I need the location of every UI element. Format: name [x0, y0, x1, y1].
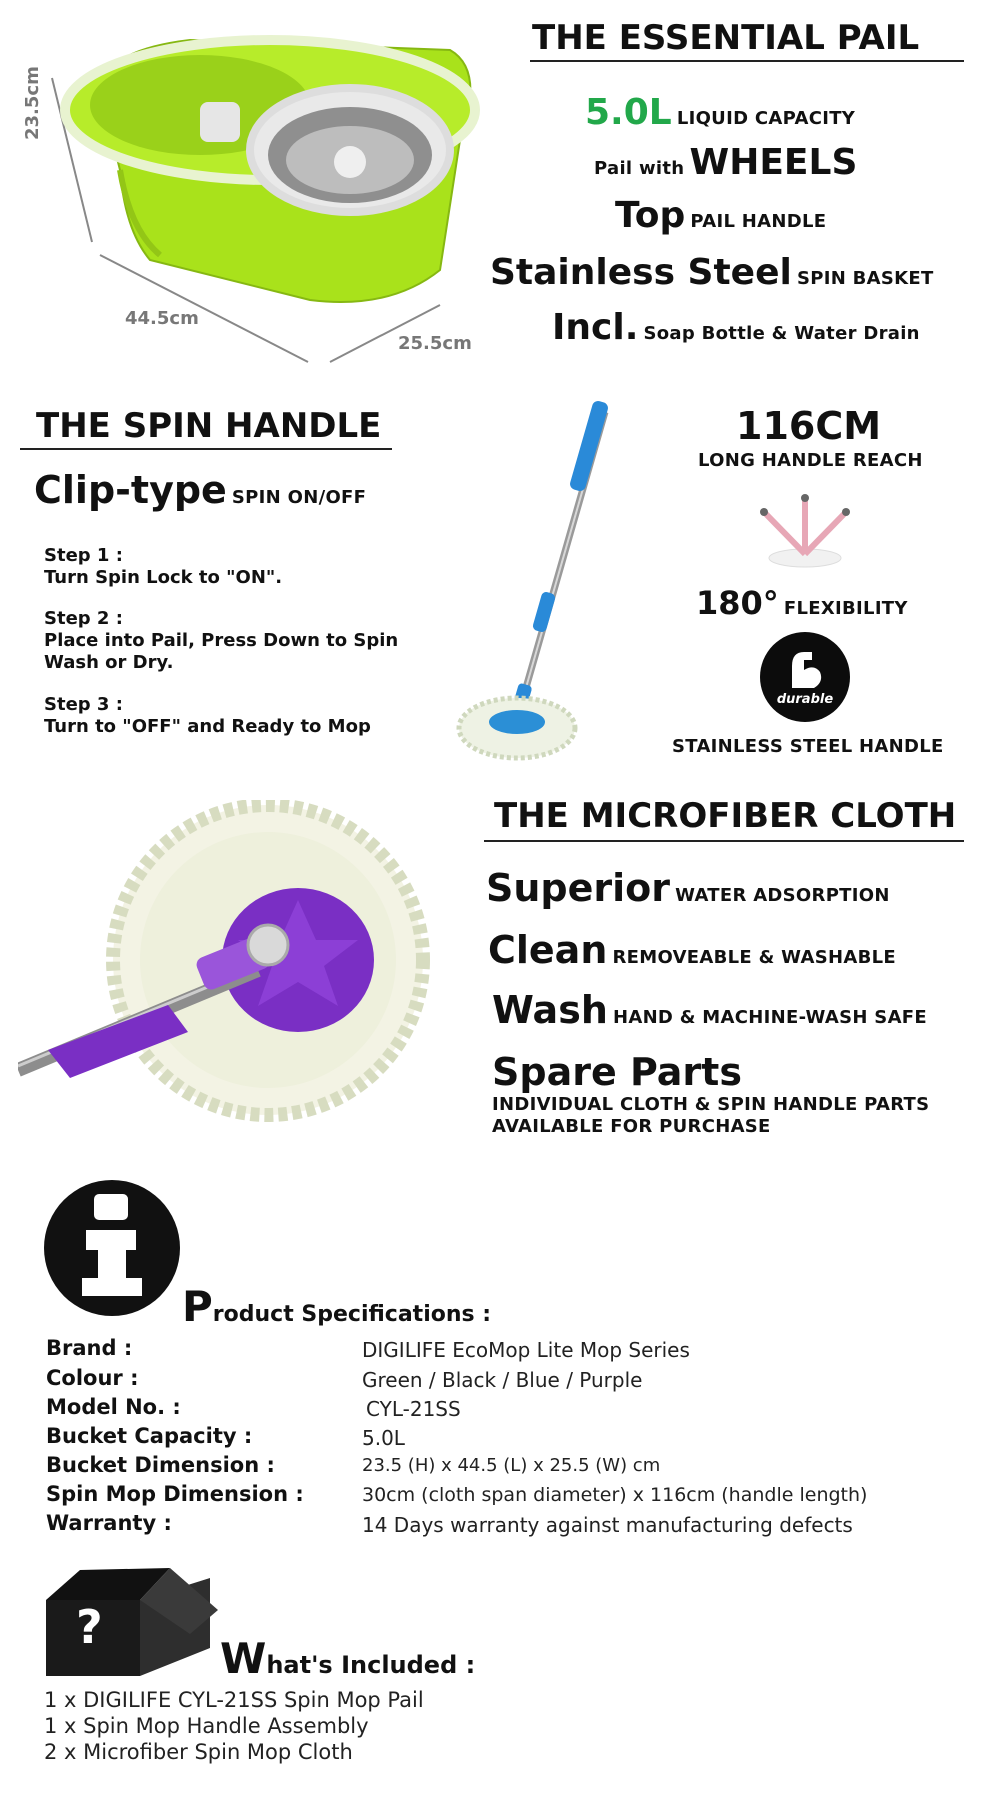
clip-type-line	[34, 468, 366, 512]
spin-mop-image	[455, 392, 635, 772]
pail-line-handle	[615, 195, 826, 236]
step-3	[44, 694, 371, 738]
specs-title-initial: P	[182, 1282, 213, 1331]
wheels-prefix: Pail with	[594, 158, 685, 179]
clip-type-label: Clip-type	[34, 468, 227, 512]
spec-value: 23.5 (H) x 44.5 (L) x 25.5 (W) cm	[362, 1455, 661, 1476]
spec-label: Colour :	[46, 1366, 139, 1390]
spare-parts-desc-2: AVAILABLE FOR PURCHASE	[492, 1116, 771, 1137]
stainless-handle-label: STAINLESS STEEL HANDLE	[672, 736, 944, 757]
microfiber-mop-image	[18, 800, 448, 1130]
mystery-box-icon	[40, 1560, 220, 1680]
step-2-text-cont: Wash or Dry.	[44, 652, 174, 673]
step-1-text: Turn Spin Lock to "ON".	[44, 567, 283, 588]
flexibility-line	[696, 584, 908, 622]
mystery-box-symbol: ?	[76, 1600, 103, 1654]
spin-basket-label: SPIN BASKET	[796, 268, 934, 289]
wheels-label: WHEELS	[689, 142, 858, 183]
cloth-heading: THE MICROFIBER CLOTH	[494, 796, 957, 836]
arm-icon	[782, 646, 828, 692]
pail-image	[30, 10, 490, 380]
cloth-line-wash	[492, 988, 927, 1032]
spec-label: Warranty :	[46, 1511, 172, 1535]
spec-value: 14 Days warranty against manufacturing defects	[362, 1513, 853, 1537]
pail-heading: THE ESSENTIAL PAIL	[532, 18, 920, 58]
superior-label: Superior	[486, 866, 671, 910]
step-1-title: Step 1 :	[44, 545, 123, 566]
pail-line-wheels	[594, 142, 857, 183]
step-2-text: Place into Pail, Press Down to Spin	[44, 630, 399, 651]
spec-label: Model No. :	[46, 1395, 181, 1419]
list-item: 1 x Spin Mop Handle Assembly	[44, 1714, 369, 1738]
step-1	[44, 545, 282, 589]
spec-value: CYL-21SS	[366, 1397, 461, 1421]
step-3-text: Turn to "OFF" and Ready to Mop	[44, 716, 371, 737]
spec-label: Spin Mop Dimension :	[46, 1482, 304, 1506]
pail-length-label: 44.5cm	[125, 308, 199, 329]
step-3-title: Step 3 :	[44, 694, 123, 715]
spec-label: Bucket Capacity :	[46, 1424, 253, 1448]
spec-value: Green / Black / Blue / Purple	[362, 1368, 643, 1392]
handle-reach-label: LONG HANDLE REACH	[698, 450, 923, 471]
spare-parts-label: Spare Parts	[492, 1050, 742, 1094]
incl-label: Incl.	[552, 307, 639, 348]
adsorption-label: WATER ADSORPTION	[675, 885, 890, 906]
flexibility-value: 180°	[696, 584, 779, 622]
pail-line-capacity	[585, 92, 855, 133]
cloth-heading-rule	[484, 840, 964, 842]
pail-line-included	[552, 307, 920, 348]
step-2	[44, 608, 398, 674]
spec-label: Brand :	[46, 1336, 133, 1360]
spec-value: 5.0L	[362, 1426, 405, 1450]
durable-badge	[760, 632, 850, 722]
wash-label: Wash	[492, 988, 608, 1032]
spare-parts-desc-1: INDIVIDUAL CLOTH & SPIN HANDLE PARTS	[492, 1094, 930, 1115]
cloth-line-clean	[488, 928, 896, 972]
flexibility-label: FLEXIBILITY	[783, 598, 908, 619]
stainless-label: Stainless Steel	[490, 252, 792, 293]
cloth-line-superior	[486, 866, 890, 910]
spec-label: Bucket Dimension :	[46, 1453, 275, 1477]
top-label: Top	[615, 195, 686, 236]
included-title-initial: W	[220, 1634, 267, 1683]
specs-title	[182, 1282, 491, 1331]
spec-value: DIGILIFE EcoMop Lite Mop Series	[362, 1338, 690, 1362]
washable-label: REMOVEABLE & WASHABLE	[612, 947, 896, 968]
step-2-title: Step 2 :	[44, 608, 123, 629]
pail-height-label: 23.5cm	[22, 66, 43, 140]
list-item: 2 x Microfiber Spin Mop Cloth	[44, 1740, 353, 1764]
flexibility-icon	[750, 494, 860, 574]
spin-onoff-label: SPIN ON/OFF	[231, 487, 367, 508]
spec-value: 30cm (cloth span diameter) x 116cm (handle length)	[362, 1484, 868, 1506]
specs-title-rest: roduct Specifications :	[212, 1302, 492, 1327]
pail-handle-label: PAIL HANDLE	[690, 211, 827, 232]
pail-line-basket	[490, 252, 934, 293]
included-title	[220, 1634, 475, 1683]
info-icon	[44, 1180, 180, 1316]
capacity-label: LIQUID CAPACITY	[676, 108, 856, 129]
machine-wash-label: HAND & MACHINE-WASH SAFE	[612, 1007, 927, 1028]
soap-drain-label: Soap Bottle & Water Drain	[643, 323, 920, 344]
clean-label: Clean	[488, 928, 608, 972]
capacity-value: 5.0L	[585, 92, 672, 133]
handle-reach-value: 116CM	[736, 404, 882, 448]
spin-handle-heading: THE SPIN HANDLE	[36, 406, 382, 446]
pail-width-label: 25.5cm	[398, 333, 472, 354]
spin-handle-rule	[20, 448, 392, 450]
included-title-rest: hat's Included :	[266, 1651, 476, 1679]
pail-heading-rule	[530, 60, 964, 62]
list-item: 1 x DIGILIFE CYL-21SS Spin Mop Pail	[44, 1688, 424, 1712]
durable-text: durable	[776, 692, 834, 707]
